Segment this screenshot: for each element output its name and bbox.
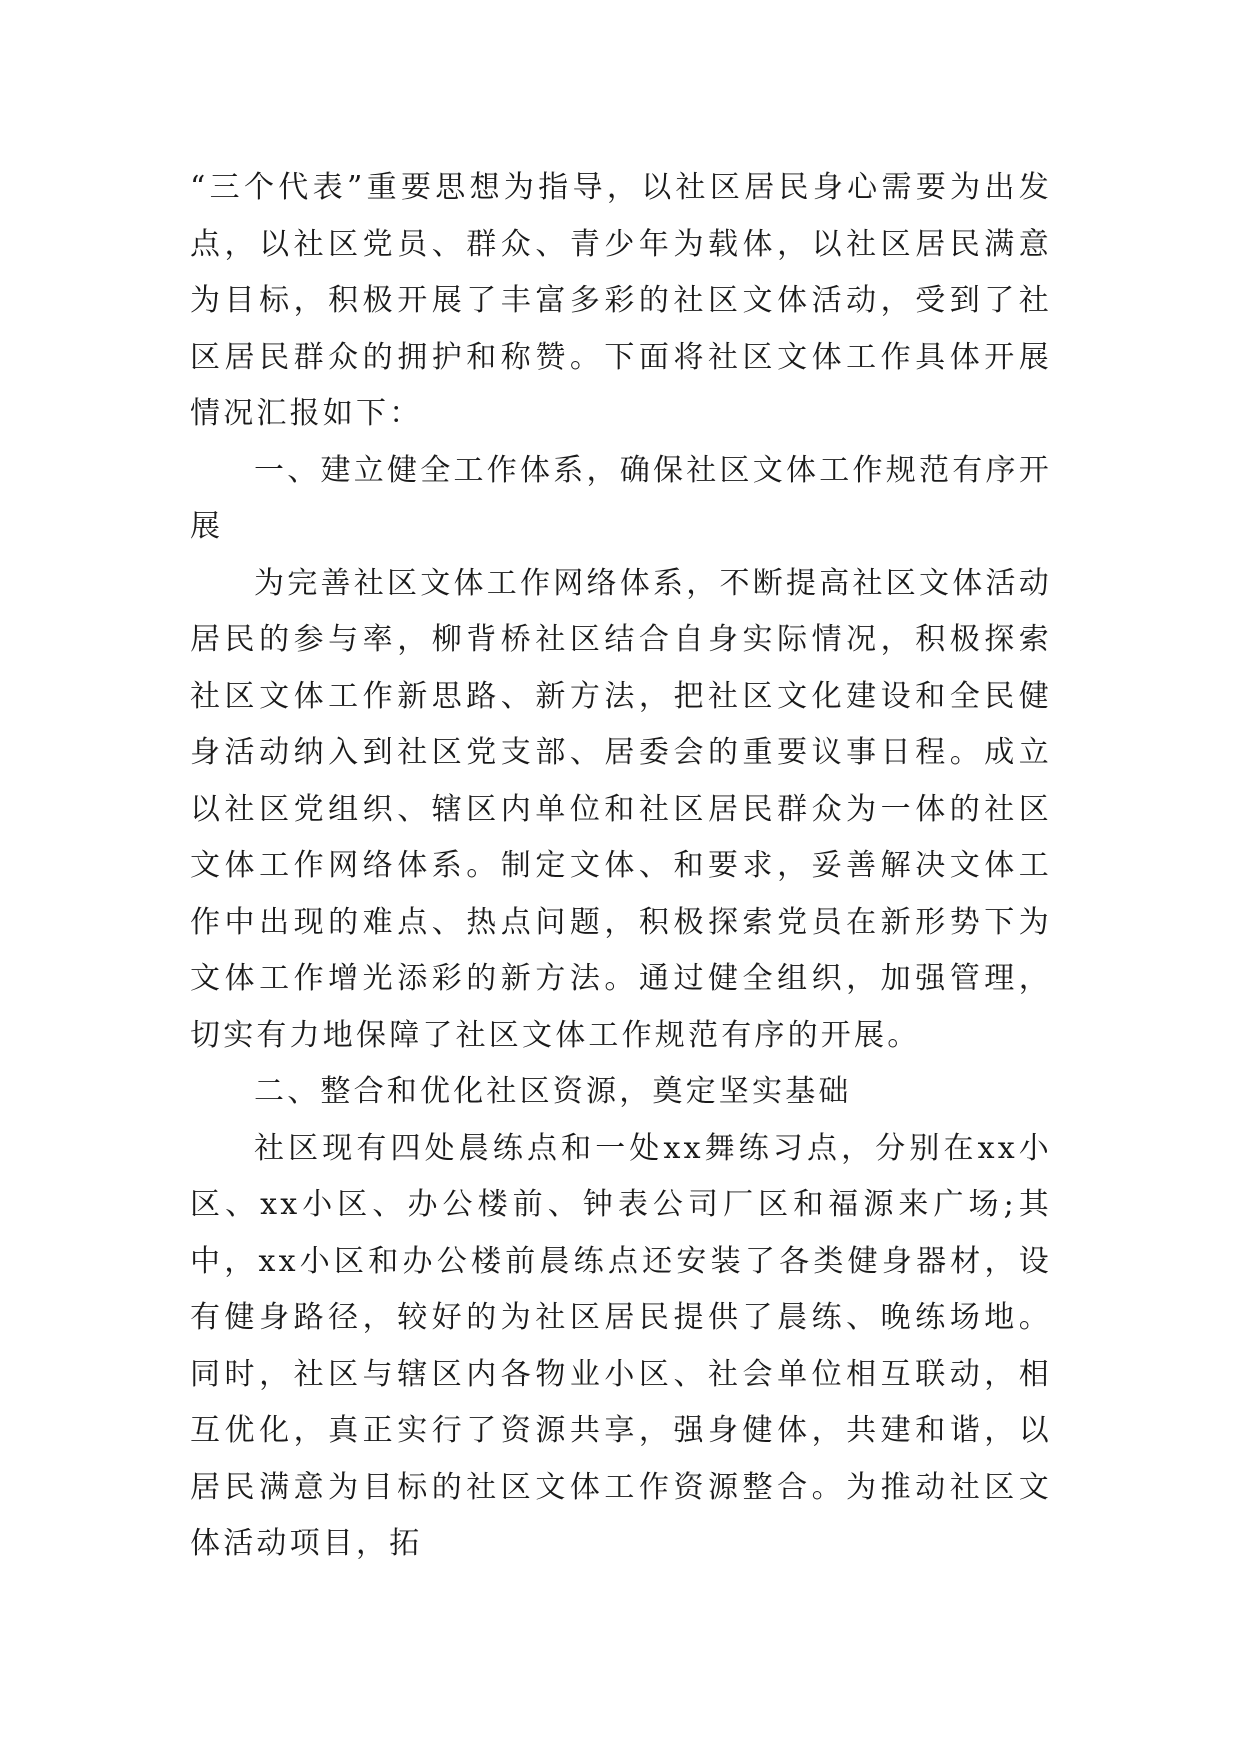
section-heading-two: 二、整合和优化社区资源，奠定坚实基础 (254, 1074, 852, 1109)
paragraph-intro: “三个代表”重要思想为指导，以社区居民身心需要为出发点，以社区党员、群众、青少年为载体，以社区居民满意为目标，积极开展了丰富多彩的社区文体活动，受到了社区居民群众的拥护和称赞。下面将社区文体工作具体开展情况汇报如下： (190, 170, 1052, 431)
section-heading-one: 一、建立健全工作体系，确保社区文体工作规范有序开展 (190, 452, 1052, 544)
paragraph-section-two: 社区现有四处晨练点和一处xx舞练习点，分别在xx小区、xx小区、办公楼前、钟表公司厂区和福源来广场;其中，xx小区和办公楼前晨练点还安装了各类健身器材，设有健身路径，较好的为社区居民提供了晨练、晚练场地。同时，社区与辖区内各物业小区、社会单位相互联动，相互优化，真正实行了资源共享，强身健体，共建和谐，以居民满意为目标的社区文体工作资源整合。为推动社区文体活动项目，拓 (190, 1130, 1052, 1561)
document-body (190, 160, 1052, 1573)
paragraph-section-one: 为完善社区文体工作网络体系，不断提高社区文体活动居民的参与率，柳背桥社区结合自身实际情况，积极探索社区文体工作新思路、新方法，把社区文化建设和全民健身活动纳入到社区党支部、居委会的重要议事日程。成立以社区党组织、辖区内单位和社区居民群众为一体的社区文体工作网络体系。制定文体、和要求，妥善解决文体工作中出现的难点、热点问题，积极探索党员在新形势下为文体工作增光添彩的新方法。通过健全组织，加强管理，切实有力地保障了社区文体工作规范有序的开展。 (190, 565, 1052, 1053)
